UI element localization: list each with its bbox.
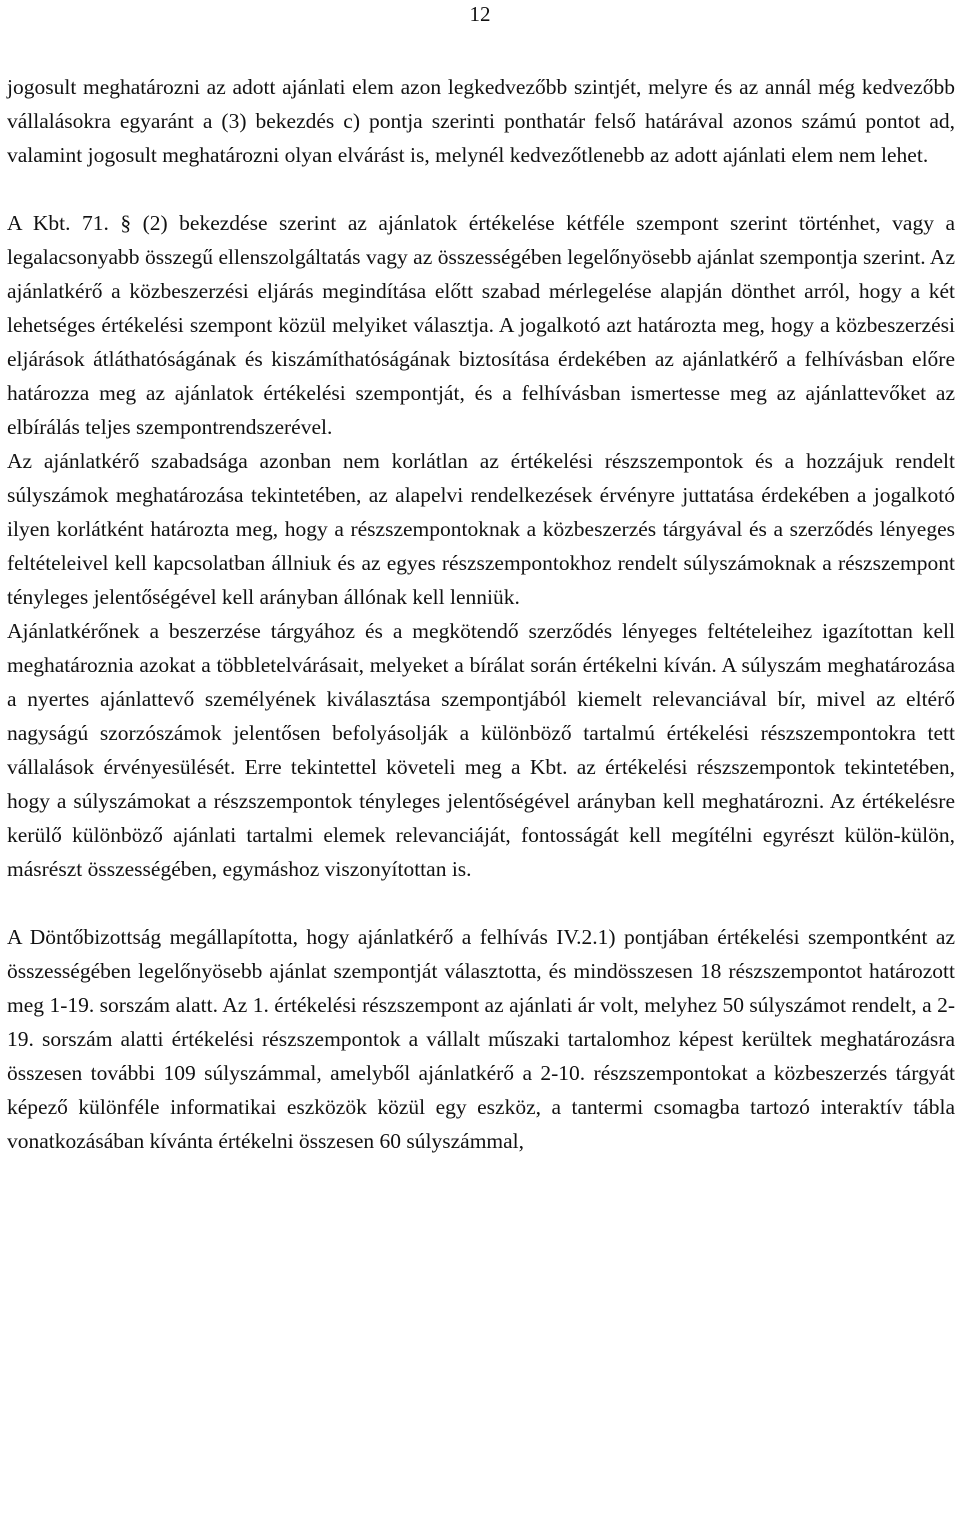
paragraph-1: jogosult meghatározni az adott ajánlati elem azon legkedvezőbb szintjét, melyre és az annál még kedvezőbb vállalásokra egyaránt a (3) bekezdés c) pontja szerinti ponthatár felső határával azonos számú pontot ad, valamint jogosult meghatározni olyan elvárást is, melynél kedvezőtlenebb az adott ajánlati elem nem lehet.	[7, 75, 955, 167]
paragraph-5: A Döntőbizottság megállapította, hogy ajánlatkérő a felhívás IV.2.1) pontjában értékelési szempontként az összességében legelőnyösebb ajánlat szempontját választotta, és mindösszesen 18 részszempontot határozott meg 1-19. sorszám alatt. Az 1. értékelési részszempont az ajánlati ár volt, melyhez 50 súlyszámot rendelt, a 2-19. sorszám alatti értékelési részszempontok a vállalt műszaki tartalomhoz képest kerültek meghatározásra összesen további 109 súlyszámmal, amelyből ajánlatkérő a 2-10. részszempontokat a közbeszerzés tárgyát képező különféle informatikai eszközök közül egy eszköz, a tantermi csomagba tartozó interaktív tábla vonatkozásában kívánta értékelni összesen 60 súlyszámmal,	[7, 925, 955, 1153]
paragraph-2: A Kbt. 71. § (2) bekezdése szerint az ajánlatok értékelése kétféle szempont szerint történhet, vagy a legalacsonyabb összegű ellenszolgáltatás vagy az összességében legelőnyösebb ajánlat szempontja szerint. Az ajánlatkérő a közbeszerzési eljárás megindítása előtt szabad mérlegelése alapján dönthet arról, hogy a két lehetséges értékelési szempont közül melyiket választja. A jogalkotó azt határozta meg, hogy a közbeszerzési eljárások átláthatóságának és kiszámíthatóságának biztosítása érdekében az ajánlatkérő a felhívásban előre határozza meg az ajánlatok értékelési szempontját, és a felhívásban ismertesse meg az ajánlattevőket az elbírálás teljes szempontrendszerével.	[7, 211, 955, 439]
document-body	[7, 70, 955, 1158]
paragraph-4: Ajánlatkérőnek a beszerzése tárgyához és a megkötendő szerződés lényeges feltételeihez igazítottan kell meghatároznia azokat a többletelvárásait, melyeket a bírálat során értékelni kíván. A súlyszám meghatározása a nyertes ajánlattevő személyének kiválasztása szempontjából kiemelt relevanciával bír, mivel az eltérő nagyságú szorzószámok jelentősen befolyásolják a különböző tartalmú értékelési részszempontokra tett vállalások érvényesülését. Erre tekintettel követeli meg a Kbt. az értékelési részszempontok tekintetében, hogy a súlyszámokat a részszempontok tényleges jelentőségével arányban kell meghatározni. Az értékelésre kerülő különböző ajánlati tartalmi elemek relevanciáját, fontosságát kell megítélni egyrészt külön-külön, másrészt összességében, egymáshoz viszonyítottan is.	[7, 619, 955, 881]
paragraph-3: Az ajánlatkérő szabadsága azonban nem korlátlan az értékelési részszempontok és a hozzájuk rendelt súlyszámok meghatározása tekintetében, az alapelvi rendelkezések érvényre juttatása érdekében a jogalkotó ilyen korlátként határozta meg, hogy a részszempontoknak a közbeszerzés tárgyával és a szerződés lényeges feltételeivel kell kapcsolatban állniuk és az egyes részszempontokhoz rendelt súlyszámoknak a részszempont tényleges jelentőségével kell arányban állónak kell lenniük.	[7, 449, 955, 609]
page-number: 12	[469, 2, 491, 26]
